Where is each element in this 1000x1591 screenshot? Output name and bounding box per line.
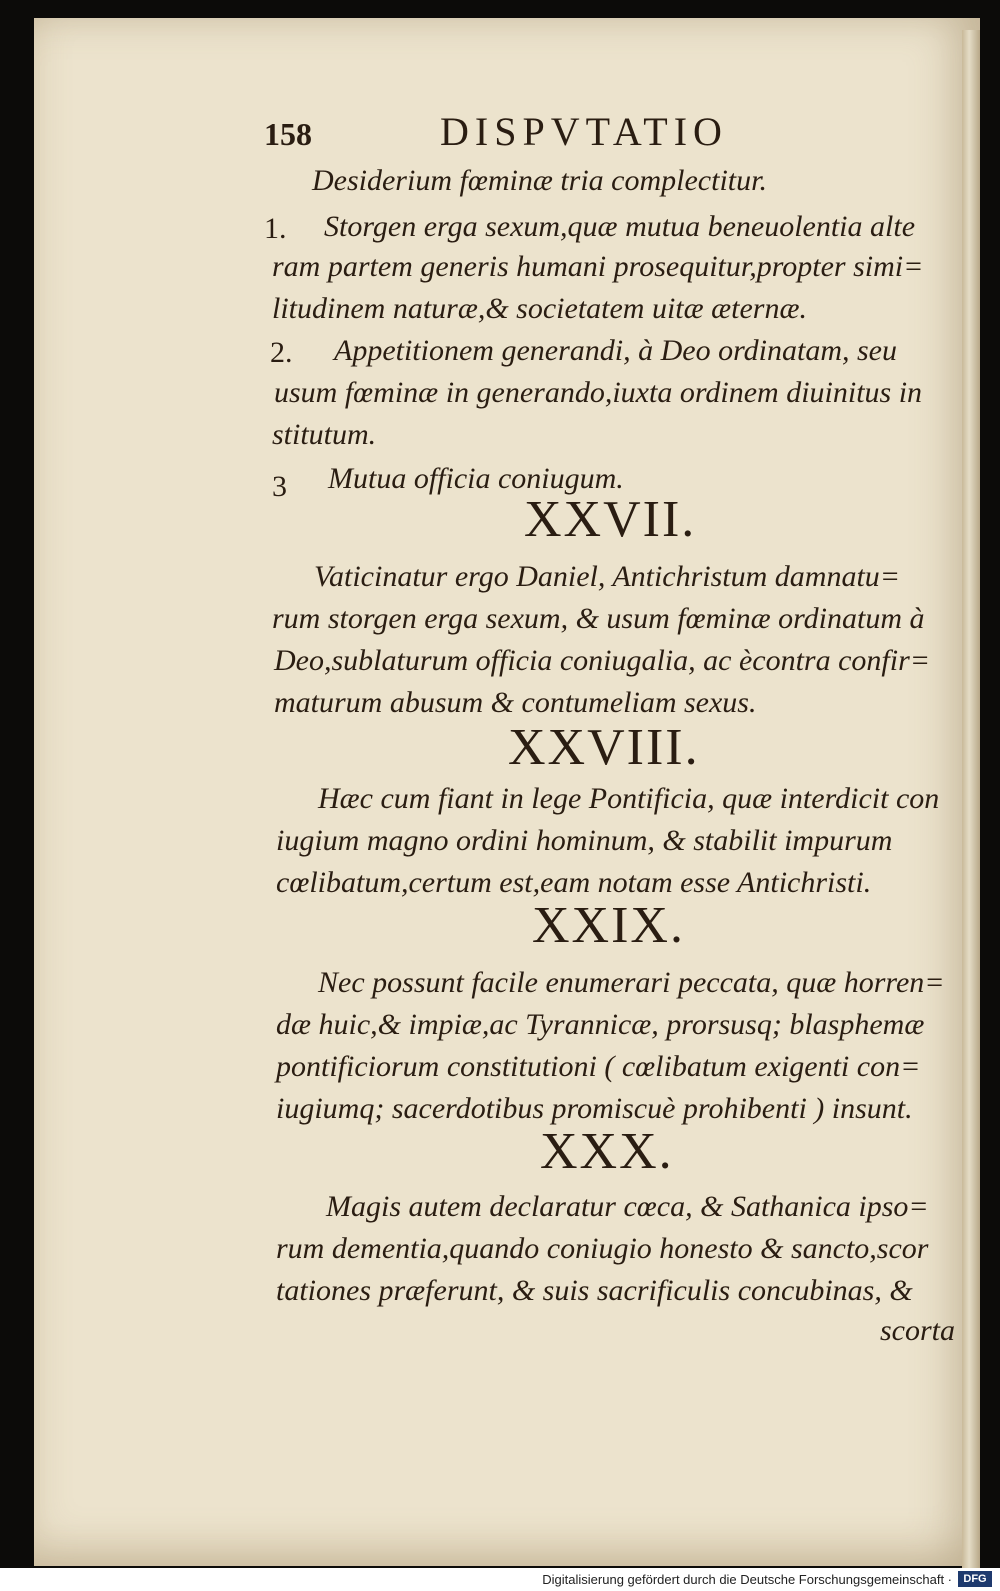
item-2-line-3: stitutum. xyxy=(272,418,377,451)
para-27-line-2: rum storgen erga sexum, & usum fœminæ ordinatum à xyxy=(272,602,925,635)
item-1-number: 1. xyxy=(264,212,287,245)
para-30-line-3: tationes præferunt, & suis sacrificulis concubinas, & xyxy=(276,1274,913,1307)
para-27-line-3: Deo,sublaturum officia coniugalia, ac ècontra confir= xyxy=(274,644,931,677)
item-2-line-2: usum fœminæ in generando,iuxta ordinem diuinitus in xyxy=(274,376,923,409)
page-number: 158 xyxy=(264,116,312,152)
item-2-number: 2. xyxy=(270,336,293,369)
item-1-line-2: ram partem generis humani prosequitur,propter simi= xyxy=(272,250,924,283)
para-28-line-3: cœlibatum,certum est,eam notam esse Antichristi. xyxy=(276,866,872,899)
section-heading-xxx: XXX. xyxy=(540,1123,674,1180)
para-28-line-1: Hæc cum fiant in lege Pontificia, quæ interdicit con xyxy=(318,782,940,815)
intro-line: Desiderium fœminæ tria complectitur. xyxy=(312,164,767,197)
para-29-line-3: pontificiorum constitutioni ( cœlibatum exigenti con= xyxy=(276,1050,921,1083)
para-29-line-2: dæ huic,& impiæ,ac Tyrannicæ, prorsusq; blasphemæ xyxy=(276,1008,925,1041)
section-heading-xxvii: XXVII. xyxy=(524,491,697,548)
funding-credit: Digitalisierung gefördert durch die Deutsche Forschungsgemeinschaft · xyxy=(542,1572,952,1587)
digitization-footer xyxy=(0,1568,1000,1591)
para-27-line-4: maturum abusum & contumeliam sexus. xyxy=(274,686,757,719)
catchword: scorta xyxy=(880,1314,955,1347)
item-1-line-1: Storgen erga sexum,quæ mutua beneuolentia alte xyxy=(324,210,916,243)
dfg-logo: DFG xyxy=(958,1571,992,1587)
para-28-line-2: iugium magno ordini hominum, & stabilit impurum xyxy=(276,824,893,857)
page-edge xyxy=(962,30,980,1570)
item-1-line-3: litudinem naturæ,& societatem uitæ æternæ. xyxy=(272,292,807,325)
para-30-line-1: Magis autem declaratur cœca, & Sathanica ipso= xyxy=(326,1190,929,1223)
running-title: DISPVTATIO xyxy=(440,109,728,154)
para-30-line-2: rum dementia,quando coniugio honesto & sancto,scor xyxy=(276,1232,929,1265)
para-29-line-4: iugiumq; sacerdotibus promiscuè prohibenti ) insunt. xyxy=(276,1092,913,1125)
section-heading-xxix: XXIX. xyxy=(532,897,685,954)
section-heading-xxviii: XXVIII. xyxy=(508,719,700,776)
item-3-number: 3 xyxy=(272,470,287,503)
para-29-line-1: Nec possunt facile enumerari peccata, quæ horren= xyxy=(318,966,945,999)
para-27-line-1: Vaticinatur ergo Daniel, Antichristum damnatu= xyxy=(314,560,901,593)
item-3-line-1: Mutua officia coniugum. xyxy=(328,462,624,495)
item-2-line-1: Appetitionem generandi, à Deo ordinatam, seu xyxy=(334,334,897,367)
